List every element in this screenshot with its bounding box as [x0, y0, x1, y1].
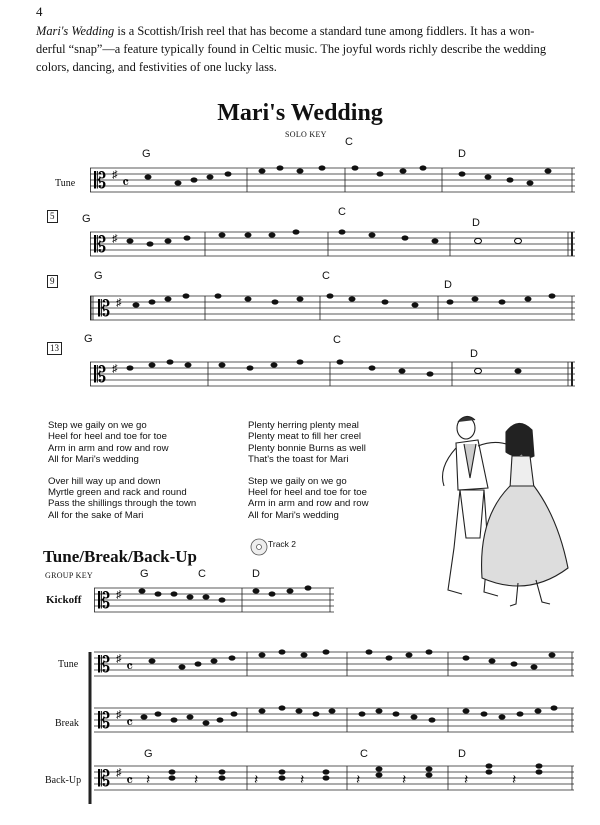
lyrics-stanza [248, 420, 369, 466]
svg-text:𝄽: 𝄽 [512, 773, 517, 788]
song-title: Mari's Wedding [217, 100, 383, 126]
backup-chord-2: C [360, 748, 368, 760]
intro-line-1: is a Scottish/Irish reel that has become a standard tune among fiddlers. It has a won- [117, 24, 535, 38]
svg-text:𝄴: 𝄴 [122, 175, 130, 192]
system-3-chord-2: C [322, 270, 330, 282]
group-key-label: GROUP KEY [45, 571, 93, 580]
backup-chord-1: G [144, 748, 153, 760]
intro-line-2: derful “snap”—a feature typically found in Celtic music. The joyful words richly describe the wedding [36, 42, 547, 56]
lyrics-right-column [248, 420, 369, 531]
ensemble-tune-staff [94, 648, 574, 682]
lyric-line: That's the toast for Mari [248, 454, 349, 466]
backup-chord-3: D [458, 748, 466, 760]
lyrics-stanza [48, 476, 196, 522]
system-2-measure-number: 5 [47, 210, 58, 223]
intro-title: Mari's Wedding [36, 24, 115, 38]
tbb-title: Tune/Break/Back-Up [43, 547, 197, 566]
svg-text:♯: ♯ [116, 767, 122, 779]
system-1-chord-2: C [345, 136, 353, 148]
intro-line-3: colors, dancing, and festivities of one lucky lass. [36, 60, 277, 74]
dancers-illustration [418, 408, 576, 613]
svg-text:𝄽: 𝄽 [146, 773, 151, 788]
kickoff-chord-1: G [140, 568, 149, 580]
lyric-line: Step we gaily on we go [48, 420, 147, 431]
svg-text:𝄡: 𝄡 [98, 709, 111, 734]
system-4-chord-3: D [470, 348, 478, 360]
kickoff-chord-3: D [252, 568, 260, 580]
system-1-label: Tune [55, 178, 76, 189]
svg-text:𝄽: 𝄽 [402, 773, 407, 788]
system-3-measure-number: 9 [47, 275, 58, 288]
svg-text:𝄴: 𝄴 [126, 715, 134, 732]
lyric-line: Arm in arm and row and row [248, 498, 369, 510]
lyric-line: Over hill way up and down [48, 475, 161, 487]
system-2-chord-1: G [82, 213, 91, 225]
lyric-line: Step we gaily on we go [248, 475, 347, 487]
svg-text:𝄡: 𝄡 [94, 169, 107, 194]
ensemble-tune-label: Tune [58, 659, 79, 670]
lyric-line: Plenty bonnie Burns as well [248, 442, 366, 454]
lyrics-stanza [248, 476, 369, 522]
system-1-chord-3: D [458, 148, 466, 160]
ensemble-brace [86, 648, 94, 808]
svg-text:𝄽: 𝄽 [464, 773, 469, 788]
kickoff-label: Kickoff [46, 594, 82, 606]
system-4-measure-number: 13 [47, 342, 62, 355]
svg-text:𝄡: 𝄡 [98, 653, 111, 678]
svg-text:𝄡: 𝄡 [98, 297, 111, 322]
system-2-chord-2: C [338, 206, 346, 218]
solo-key-label: SOLO KEY [285, 130, 327, 139]
svg-text:𝄡: 𝄡 [94, 363, 107, 388]
svg-text:𝄴: 𝄴 [126, 773, 134, 790]
svg-text:♯: ♯ [116, 653, 122, 665]
system-4-staff [90, 358, 575, 392]
lyric-line: All for Mari's wedding [48, 454, 139, 466]
svg-text:𝄡: 𝄡 [98, 767, 111, 792]
ensemble-backup-staff [94, 762, 574, 796]
svg-text:♯: ♯ [116, 297, 122, 309]
svg-text:♯: ♯ [116, 709, 122, 721]
lyric-line: Plenty herring plenty meal [248, 420, 359, 431]
page-number: 4 [36, 4, 43, 19]
lyric-line: Heel for heel and toe for toe [248, 487, 367, 499]
lyrics-stanza [48, 420, 196, 466]
system-1-staff [90, 164, 575, 198]
svg-text:𝄡: 𝄡 [98, 589, 111, 614]
lyric-line: Myrtle green and rack and round [48, 487, 187, 499]
svg-text:♯: ♯ [116, 589, 122, 601]
lyric-line: All for the sake of Mari [48, 509, 144, 521]
svg-text:𝄽: 𝄽 [254, 773, 259, 788]
system-1-chord-1: G [142, 148, 151, 160]
system-4-chord-2: C [333, 334, 341, 346]
kickoff-chord-2: C [198, 568, 206, 580]
svg-text:𝄽: 𝄽 [300, 773, 305, 788]
system-3-chord-3: D [444, 279, 452, 291]
system-4-chord-1: G [84, 333, 93, 345]
system-3-staff [90, 292, 575, 326]
svg-text:♯: ♯ [112, 169, 118, 181]
lyric-line: Plenty meat to fill her creel [248, 431, 362, 443]
kickoff-staff [94, 584, 334, 618]
lyrics-left-column [48, 420, 196, 531]
svg-text:♯: ♯ [112, 363, 118, 375]
svg-text:𝄡: 𝄡 [94, 233, 107, 258]
system-2-chord-3: D [472, 217, 480, 229]
svg-text:𝄴: 𝄴 [126, 659, 134, 676]
track-label: Track 2 [268, 539, 297, 549]
lyric-line: Arm in arm and row and row [48, 442, 169, 454]
cd-track-icon [250, 538, 268, 556]
lyric-line: Heel for heel and toe for toe [48, 431, 167, 443]
svg-text:𝄽: 𝄽 [356, 773, 361, 788]
system-2-staff [90, 228, 575, 262]
system-3-chord-1: G [94, 270, 103, 282]
svg-text:♯: ♯ [112, 233, 118, 245]
ensemble-backup-label: Back-Up [45, 775, 82, 786]
ensemble-break-label: Break [55, 718, 79, 729]
lyric-line: All for Mari's wedding [248, 509, 339, 521]
intro-paragraph [36, 22, 576, 76]
ensemble-break-staff [94, 704, 574, 738]
svg-text:𝄽: 𝄽 [194, 773, 199, 788]
lyric-line: Pass the shillings through the town [48, 498, 197, 510]
